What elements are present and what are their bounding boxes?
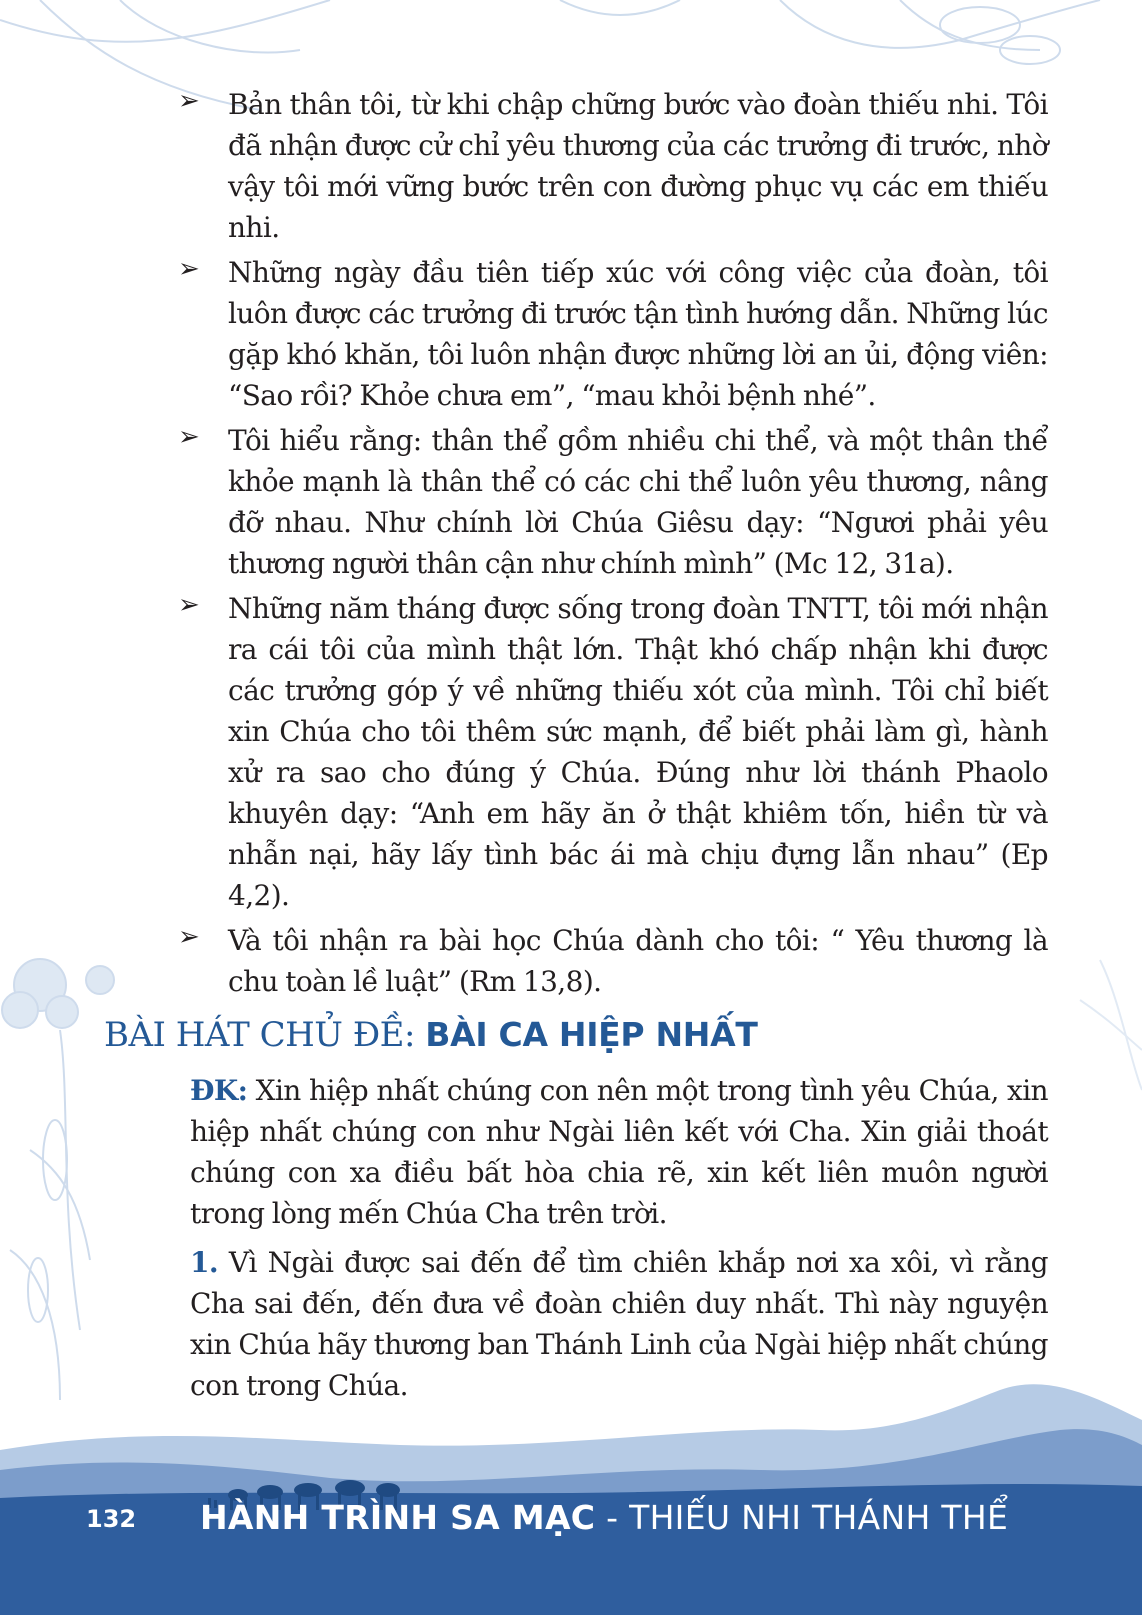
book-title-footer [200,1498,1008,1537]
section-heading-prefix: BÀI HÁT CHỦ ĐỀ: [104,1015,426,1055]
bullet-text: Tôi hiểu rằng: thân thể gồm nhiều chi thể, và một thân thể khỏe mạnh là thân thể có các chi thể luôn yêu thương, nâng đỡ nhau. Như chính lời Chúa Giêsu dạy: “Ngươi phải yêu thương người thân cận như chính mình” (Mc 12, 31a). [228,424,1048,580]
book-title-main: HÀNH TRÌNH SA MẠC [200,1498,596,1537]
bullet-item [178,252,1048,416]
refrain-tag: ĐK: [190,1074,248,1107]
bullet-text: Những năm tháng được sống trong đoàn TNTT, tôi mới nhận ra cái tôi của mình thật lớn. Thật khó chấp nhận khi được các trưởng góp ý về những thiếu xót của mình. Tôi chỉ biết xin Chúa cho tôi thêm sức mạnh, để biết phải làm gì, hành xử ra sao cho đúng ý Chúa. Đúng như lời thánh Phaolo khuyên dạy: “Anh em hãy ăn ở thật khiêm tốn, hiền từ và nhẫn nại, hãy lấy tình bác ái mà chịu đựng lẫn nhau” (Ep 4,2). [228,592,1048,912]
arrow-bullet-icon: ➢ [178,590,200,620]
bullet-item [178,84,1048,248]
arrow-bullet-icon: ➢ [178,254,200,284]
section-heading [104,1015,758,1055]
song-title: BÀI CA HIỆP NHẤT [425,1015,758,1054]
book-title-separator: - [595,1498,630,1537]
verse-number: 1. [190,1246,219,1279]
bullet-item [178,920,1048,1002]
refrain-text: Xin hiệp nhất chúng con nên một trong tình yêu Chúa, xin hiệp nhất chúng con như Ngài liên kết với Cha. Xin giải thoát chúng con xa điều bất hòa chia rẽ, xin kết liên muôn người trong lòng mến Chúa Cha trên trời. [190,1074,1048,1230]
bullet-item [178,420,1048,584]
page-number: 132 [86,1505,137,1533]
arrow-bullet-icon: ➢ [178,922,200,952]
bullet-text: Và tôi nhận ra bài học Chúa dành cho tôi: “ Yêu thương là chu toàn lề luật” (Rm 13,8). [228,924,1048,998]
bullet-item [178,588,1048,916]
book-title-sub: THIẾU NHI THÁNH THỂ [629,1498,1009,1537]
verse-text: Vì Ngài được sai đến để tìm chiên khắp nơi xa xôi, vì rằng Cha sai đến, đến đưa về đoàn chiên duy nhất. Thì này nguyện xin Chúa hãy thương ban Thánh Linh của Ngài hiệp nhất chúng con trong Chúa. [190,1246,1048,1402]
verse-1 [190,1242,1048,1406]
refrain [190,1070,1048,1234]
bullet-text: Bản thân tôi, từ khi chập chững bước vào đoàn thiếu nhi. Tôi đã nhận được cử chỉ yêu thương của các trưởng đi trước, nhờ vậy tôi mới vững bước trên con đường phục vụ các em thiếu nhi. [228,88,1048,244]
arrow-bullet-icon: ➢ [178,86,200,116]
bullet-text: Những ngày đầu tiên tiếp xúc với công việc của đoàn, tôi luôn được các trưởng đi trước tận tình hướng dẫn. Những lúc gặp khó khăn, tôi luôn nhận được những lời an ủi, động viên: “Sao rồi? Khỏe chưa em”, “mau khỏi bệnh nhé”. [228,256,1048,412]
bullet-list [178,84,1048,1006]
song-lyrics [190,1070,1048,1414]
arrow-bullet-icon: ➢ [178,422,200,452]
